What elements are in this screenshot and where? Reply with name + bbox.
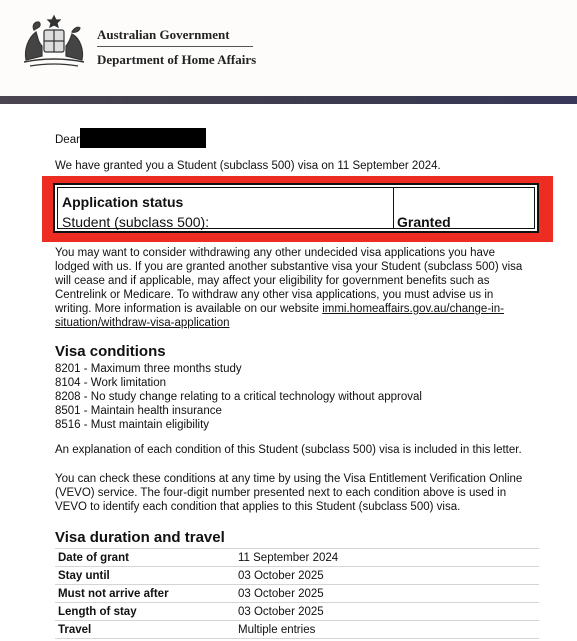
row-label: Must not arrive after <box>58 587 169 600</box>
visa-duration-table <box>55 548 539 639</box>
withdraw-link[interactable]: immi.homeaffairs.gov.au/change-in-situation/withdraw-visa-application <box>55 303 504 329</box>
table-row <box>55 603 539 621</box>
header-band <box>0 96 577 104</box>
conditions-explanation: An explanation of each condition of this Student (subclass 500) visa is included in this letter. <box>55 444 522 456</box>
row-value: Multiple entries <box>238 623 316 636</box>
government-name: Australian Government <box>97 27 230 42</box>
condition-item: 8501 - Maintain health insurance <box>55 405 222 417</box>
grant-sentence: We have granted you a Student (subclass 500) visa on 11 September 2024. <box>55 160 441 172</box>
header-divider <box>97 46 253 47</box>
status-divider <box>393 188 394 228</box>
row-label: Length of stay <box>58 605 137 618</box>
status-inner-frame <box>57 187 535 229</box>
visa-duration-title: Visa duration and travel <box>55 529 225 546</box>
table-row <box>55 567 539 585</box>
condition-item: 8104 - Work limitation <box>55 377 166 389</box>
conditions-list <box>55 362 422 432</box>
table-row <box>55 585 539 603</box>
table-row <box>55 549 539 567</box>
row-label: Travel <box>58 623 92 636</box>
row-label: Date of grant <box>58 551 129 564</box>
condition-item: 8516 - Must maintain eligibility <box>55 419 210 431</box>
vevo-paragraph: You can check these conditions at any time by using the Visa Entitlement Verification Online (VEVO) service. The four-digit number presented next to each condition above is used in VEVO to identify each condition that applies to this Student (subclass 500) visa. <box>55 473 523 513</box>
table-row <box>55 621 539 639</box>
row-value: 11 September 2024 <box>238 551 339 564</box>
status-value: Granted <box>397 214 451 230</box>
visa-conditions-title: Visa conditions <box>55 343 166 360</box>
withdraw-text: You may want to consider withdrawing any other undecided visa applications you have lodged with us. If you are granted another substantive visa your Student (subclass 500) visa will cease and if applicable, may affect your eligibility for government benefits such as Centrelink or Medicare. To withdraw any other visa applications, you must advise us in writing. More information is available on our website <box>55 247 523 315</box>
row-value: 03 October 2025 <box>238 587 324 600</box>
status-label: Student (subclass 500): <box>62 214 210 230</box>
coat-of-arms-icon <box>16 12 92 70</box>
application-status-box <box>53 183 539 233</box>
department-name: Department of Home Affairs <box>97 52 257 67</box>
row-value: 03 October 2025 <box>238 605 324 618</box>
letterhead <box>0 0 577 96</box>
salutation: Dear <box>55 134 80 146</box>
row-label: Stay until <box>58 569 110 582</box>
redacted-name <box>80 128 206 148</box>
condition-item: 8201 - Maximum three months study <box>55 363 242 375</box>
status-title: Application status <box>62 194 184 210</box>
condition-item: 8208 - No study change relating to a critical technology without approval <box>55 391 422 403</box>
withdraw-paragraph <box>55 246 525 330</box>
row-value: 03 October 2025 <box>238 569 324 582</box>
